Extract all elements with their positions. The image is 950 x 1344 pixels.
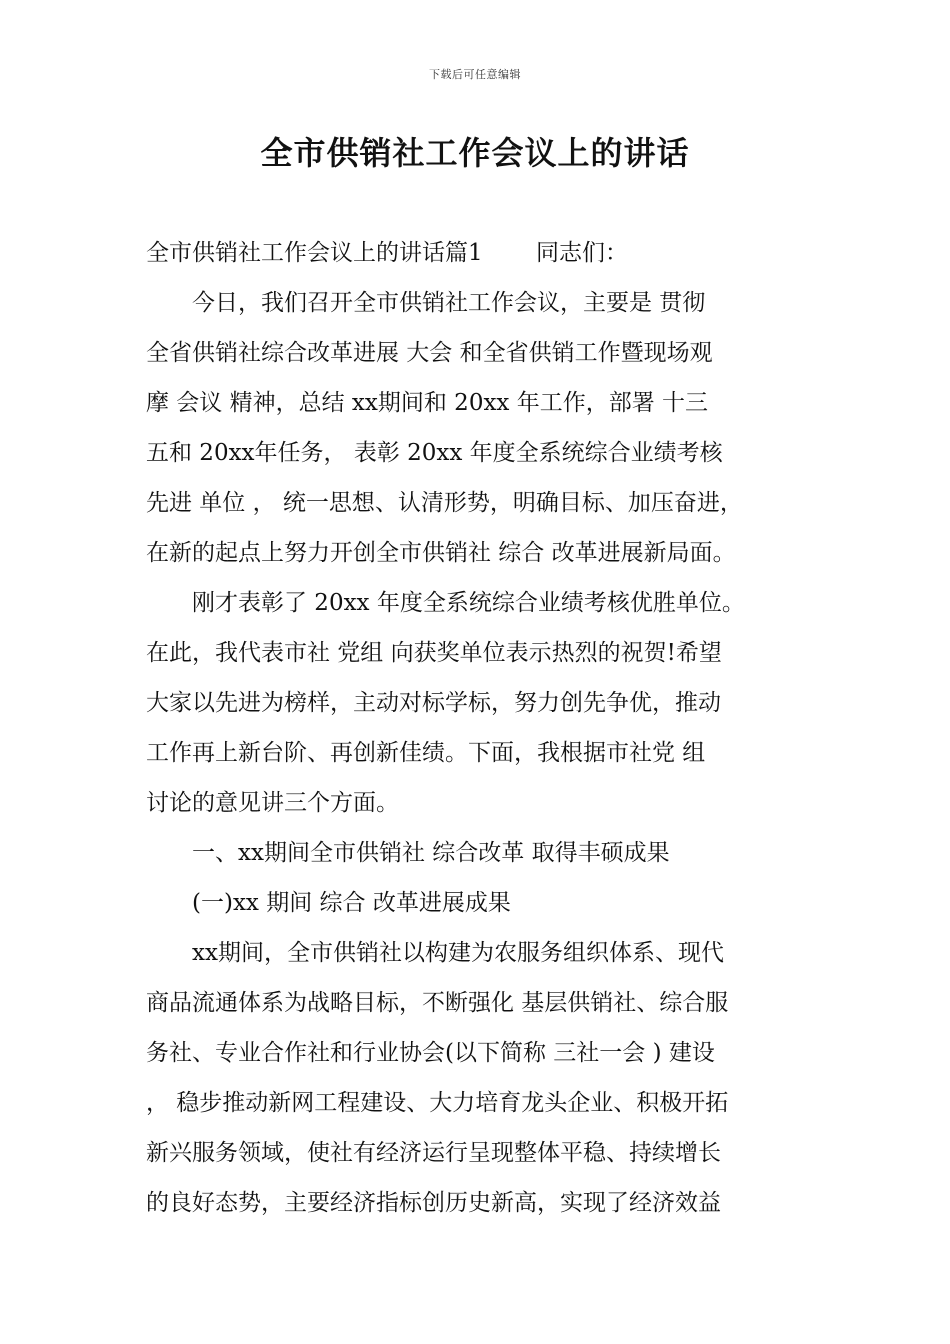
body-line: 大家以先进为榜样，主动对标学标，努力创先争优，推动 [146,690,721,716]
body-line: 在此，我代表市社 党组 向获奖单位表示热烈的祝贺!希望 [146,640,722,666]
body-line: 全市供销社工作会议上的讲话篇1 同志们： [146,240,628,266]
header-note: 下载后可任意编辑 [429,68,521,81]
body-line: 摩 会议 精神，总结 xx期间和 20xx 年工作，部署 十三 [146,390,709,416]
document-title: 全市供销社工作会议上的讲话 [260,134,690,172]
body-line: 工作再上新台阶、再创新佳绩。下面，我根据市社党 组 [146,740,706,766]
body-line: 务社、专业合作社和行业协会(以下简称 三社一会 ) 建设 [146,1040,715,1066]
body-line: 在新的起点上努力开创全市供销社 综合 改革进展新局面。 [146,540,736,566]
body-line: 全省供销社综合改革进展 大会 和全省供销工作暨现场观 [146,340,713,366]
body-line: 的良好态势，主要经济指标创历史新高，实现了经济效益 [146,1190,721,1216]
body-line: 讨论的意见讲三个方面。 [146,790,399,816]
body-line: 先进 单位 ， 统一思想、认清形势，明确目标、加压奋进， [146,490,743,516]
body-line: 刚才表彰了 20xx 年度全系统综合业绩考核优胜单位。 [146,590,745,616]
section-heading: 一、xx期间全市供销社 综合改革 取得丰硕成果 [146,840,670,866]
body-line: xx期间，全市供销社以构建为农服务组织体系、现代 [146,940,724,966]
body-line: 今日，我们召开全市供销社工作会议，主要是 贯彻 [146,290,706,316]
body-line: ， 稳步推动新网工程建设、大力培育龙头企业、积极开拓 [146,1090,729,1116]
document-body [146,228,816,1228]
body-line: 商品流通体系为战略目标，不断强化 基层供销社、综合服 [146,990,729,1016]
subsection-heading: (一)xx 期间 综合 改革进展成果 [146,890,511,916]
body-line: 五和 20xx年任务， 表彰 20xx 年度全系统综合业绩考核 [146,440,723,466]
body-line: 新兴服务领域，使社有经济运行呈现整体平稳、持续增长 [146,1140,721,1166]
